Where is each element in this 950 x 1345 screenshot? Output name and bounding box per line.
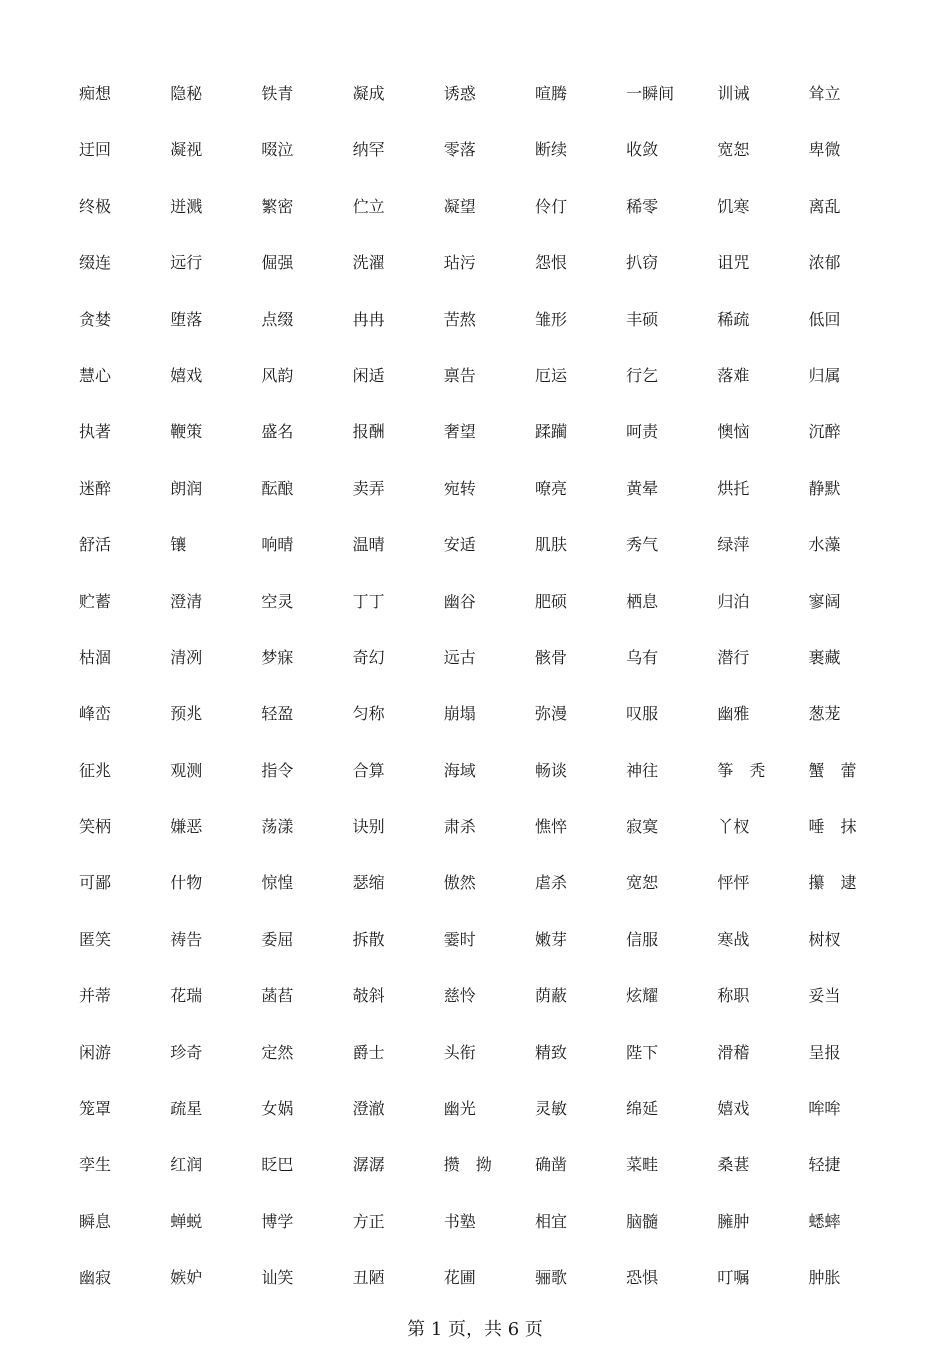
- word-cell: 痴想: [79, 84, 112, 103]
- word-cell: 轻盈: [261, 704, 294, 724]
- word-cell: 缀连: [79, 253, 112, 273]
- word-cell: 肃杀: [443, 817, 476, 837]
- word-cell: 空灵: [261, 591, 294, 611]
- word-cell: 征兆: [79, 760, 112, 780]
- word-cell: 凝望: [443, 196, 476, 216]
- word-cell: 嫩芽: [534, 929, 567, 949]
- word-cell: 断续: [534, 140, 567, 160]
- word-cell: 寥阔: [808, 591, 841, 611]
- word-cell: 丑陋: [352, 1268, 385, 1288]
- word-cell: 诱惑: [443, 84, 476, 103]
- word-cell: 神往: [626, 760, 659, 780]
- word-cell: 堕落: [170, 309, 203, 329]
- word-cell: 轻捷: [808, 1155, 841, 1175]
- word-cell: 一瞬间: [626, 84, 675, 103]
- word-cell: 秀气: [626, 535, 659, 555]
- word-cell: 奇幻: [352, 647, 385, 667]
- word-cell: 灵敏: [534, 1099, 567, 1119]
- word-cell: 嫌恶: [170, 817, 203, 837]
- word-cell: 响晴: [261, 535, 294, 555]
- word-cell: 葱茏: [808, 704, 841, 724]
- word-cell: 盛名: [261, 422, 294, 442]
- word-cell: 叹服: [626, 704, 659, 724]
- word-row: [79, 310, 919, 366]
- word-cell: 耸立: [808, 84, 841, 103]
- word-cell: 炫耀: [626, 986, 659, 1006]
- word-cell: 菡萏: [261, 986, 294, 1006]
- word-cell: 离乱: [808, 196, 841, 216]
- word-cell: 风韵: [261, 365, 294, 385]
- word-cell: 预兆: [170, 704, 203, 724]
- word-cell: 并蒂: [79, 986, 112, 1006]
- word-cell: 远古: [443, 647, 476, 667]
- word-cell: 慈怜: [443, 986, 476, 1006]
- word-cell: 滑稽: [717, 1042, 750, 1062]
- word-cell: 执著: [79, 422, 112, 442]
- word-cell: 闲游: [79, 1042, 112, 1062]
- word-cell: 寂寞: [626, 817, 659, 837]
- word-cell: 潺潺: [352, 1155, 385, 1175]
- word-cell: 喧腾: [534, 84, 567, 103]
- word-cell: 凝成: [352, 84, 385, 103]
- word-cell: 梦寐: [261, 647, 294, 667]
- word-cell: 低回: [808, 309, 841, 329]
- word-row: [79, 704, 919, 760]
- word-row: [79, 1268, 919, 1324]
- word-cell: 惊惶: [261, 873, 294, 893]
- word-cell: 头衔: [443, 1042, 476, 1062]
- word-cell: 怦怦: [717, 873, 750, 893]
- word-cell: 女娲: [261, 1099, 294, 1119]
- word-cell: 相宜: [534, 1211, 567, 1231]
- word-cell: 潜行: [717, 647, 750, 667]
- word-cell: 书塾: [443, 1211, 476, 1231]
- word-row: [79, 592, 919, 648]
- word-cell: 黄晕: [626, 478, 659, 498]
- word-cell: 隐秘: [170, 84, 203, 103]
- word-cell: 蝉蜕: [170, 1211, 203, 1231]
- word-cell: 奢望: [443, 422, 476, 442]
- word-cell: 扒窃: [626, 253, 659, 273]
- word-cell: 绿萍: [717, 535, 750, 555]
- word-cell: 丰硕: [626, 309, 659, 329]
- word-row: [79, 648, 919, 704]
- word-cell: 终极: [79, 196, 112, 216]
- word-cell: 笑柄: [79, 817, 112, 837]
- word-cell: 凝视: [170, 140, 203, 160]
- word-row: [79, 140, 919, 196]
- word-cell: 诀别: [352, 817, 385, 837]
- word-cell: 慧心: [79, 365, 112, 385]
- word-cell: 朗润: [170, 478, 203, 498]
- word-cell: 训诫: [717, 84, 750, 103]
- word-cell: 零落: [443, 140, 476, 160]
- word-cell: 蹂躏: [534, 422, 567, 442]
- word-cell: 幽谷: [443, 591, 476, 611]
- word-cell: 哞哞: [808, 1099, 841, 1119]
- word-cell: 纳罕: [352, 140, 385, 160]
- word-cell: 落难: [717, 365, 750, 385]
- word-cell: 攒 拗: [443, 1155, 492, 1175]
- word-row: [79, 422, 919, 478]
- word-cell: 归属: [808, 365, 841, 385]
- word-cell: 禀告: [443, 365, 476, 385]
- word-row: [79, 1099, 919, 1155]
- word-cell: 祷告: [170, 929, 203, 949]
- word-cell: 冉冉: [352, 309, 385, 329]
- word-cell: 合算: [352, 760, 385, 780]
- word-cell: 酝酿: [261, 478, 294, 498]
- word-cell: 乌有: [626, 647, 659, 667]
- word-cell: 讪笑: [261, 1268, 294, 1288]
- word-cell: 攲斜: [352, 986, 385, 1006]
- word-cell: 闲适: [352, 365, 385, 385]
- word-cell: 贪婪: [79, 309, 112, 329]
- word-cell: 花瑞: [170, 986, 203, 1006]
- word-cell: 裹藏: [808, 647, 841, 667]
- word-cell: 树杈: [808, 929, 841, 949]
- word-cell: 崩塌: [443, 704, 476, 724]
- word-cell: 眨巴: [261, 1155, 294, 1175]
- word-cell: 傲然: [443, 873, 476, 893]
- word-cell: 绵延: [626, 1099, 659, 1119]
- word-row: [79, 84, 919, 140]
- word-cell: 匿笑: [79, 929, 112, 949]
- word-cell: 宛转: [443, 478, 476, 498]
- word-cell: 臃肿: [717, 1211, 750, 1231]
- word-cell: 枯涸: [79, 647, 112, 667]
- word-row: [79, 1043, 919, 1099]
- word-cell: 舒活: [79, 535, 112, 555]
- word-cell: 呈报: [808, 1042, 841, 1062]
- word-cell: 归泊: [717, 591, 750, 611]
- word-cell: 蟹 蕾: [808, 760, 857, 780]
- word-cell: 花圃: [443, 1268, 476, 1288]
- word-cell: 宽恕: [626, 873, 659, 893]
- word-cell: 厄运: [534, 365, 567, 385]
- word-cell: 寒战: [717, 929, 750, 949]
- word-cell: 丁丁: [352, 591, 385, 611]
- word-cell: 拆散: [352, 929, 385, 949]
- word-cell: 唾 抹: [808, 817, 857, 837]
- word-cell: 恐惧: [626, 1268, 659, 1288]
- word-cell: 烘托: [717, 478, 750, 498]
- word-cell: 观测: [170, 760, 203, 780]
- word-cell: 鞭策: [170, 422, 203, 442]
- word-cell: 虐杀: [534, 873, 567, 893]
- word-cell: 丫杈: [717, 817, 750, 837]
- word-row: [79, 1212, 919, 1268]
- word-cell: 骸骨: [534, 647, 567, 667]
- word-cell: 筝 秃: [717, 760, 766, 780]
- word-cell: 脑髓: [626, 1211, 659, 1231]
- word-cell: 懊恼: [717, 422, 750, 442]
- word-cell: 水藻: [808, 535, 841, 555]
- word-cell: 博学: [261, 1211, 294, 1231]
- word-cell: 骊歌: [534, 1268, 567, 1288]
- word-row: [79, 535, 919, 591]
- word-cell: 卖弄: [352, 478, 385, 498]
- word-cell: 红润: [170, 1155, 203, 1175]
- word-cell: 肌肤: [534, 535, 567, 555]
- word-cell: 蟋蟀: [808, 1211, 841, 1231]
- word-cell: 孪生: [79, 1155, 112, 1175]
- word-cell: 安适: [443, 535, 476, 555]
- word-row: [79, 817, 919, 873]
- word-row: [79, 930, 919, 986]
- word-cell: 肿胀: [808, 1268, 841, 1288]
- word-cell: 定然: [261, 1042, 294, 1062]
- word-cell: 笼罩: [79, 1099, 112, 1119]
- word-cell: 嫉妒: [170, 1268, 203, 1288]
- word-cell: 迷醉: [79, 478, 112, 498]
- word-cell: 铁青: [261, 84, 294, 103]
- word-cell: 憔悴: [534, 817, 567, 837]
- word-cell: 栖息: [626, 591, 659, 611]
- word-cell: 苦熬: [443, 309, 476, 329]
- word-cell: 幽寂: [79, 1268, 112, 1288]
- word-row: [79, 197, 919, 253]
- word-cell: 妥当: [808, 986, 841, 1006]
- word-cell: 报酬: [352, 422, 385, 442]
- word-cell: 镶: [170, 535, 187, 555]
- word-row: [79, 253, 919, 309]
- word-cell: 嘹亮: [534, 478, 567, 498]
- word-cell: 伶仃: [534, 196, 567, 216]
- word-cell: 静默: [808, 478, 841, 498]
- word-cell: 收敛: [626, 140, 659, 160]
- word-row: [79, 1155, 919, 1211]
- word-cell: 远行: [170, 253, 203, 273]
- word-cell: 匀称: [352, 704, 385, 724]
- word-cell: 点缀: [261, 309, 294, 329]
- word-cell: 峰峦: [79, 704, 112, 724]
- word-cell: 浓郁: [808, 253, 841, 273]
- word-cell: 稀疏: [717, 309, 750, 329]
- word-row: [79, 366, 919, 422]
- word-cell: 稀零: [626, 196, 659, 216]
- word-cell: 倔强: [261, 253, 294, 273]
- word-cell: 怨恨: [534, 253, 567, 273]
- word-grid: [79, 84, 919, 1325]
- word-cell: 沉醉: [808, 422, 841, 442]
- word-cell: 肥硕: [534, 591, 567, 611]
- word-cell: 迸溅: [170, 196, 203, 216]
- word-cell: 陛下: [626, 1042, 659, 1062]
- page-footer: 第 1 页，共 6 页: [407, 1319, 543, 1340]
- word-row: [79, 986, 919, 1042]
- word-cell: 饥寒: [717, 196, 750, 216]
- word-cell: 嬉戏: [717, 1099, 750, 1119]
- word-cell: 幽雅: [717, 704, 750, 724]
- word-cell: 啜泣: [261, 140, 294, 160]
- word-cell: 荫蔽: [534, 986, 567, 1006]
- word-cell: 委屈: [261, 929, 294, 949]
- word-cell: 清冽: [170, 647, 203, 667]
- word-cell: 澄清: [170, 591, 203, 611]
- word-cell: 澄澈: [352, 1099, 385, 1119]
- word-row: [79, 761, 919, 817]
- word-cell: 洗濯: [352, 253, 385, 273]
- word-cell: 叮嘱: [717, 1268, 750, 1288]
- word-cell: 玷污: [443, 253, 476, 273]
- word-cell: 幽光: [443, 1099, 476, 1119]
- word-cell: 攥 逮: [808, 873, 857, 893]
- word-cell: 嬉戏: [170, 365, 203, 385]
- word-cell: 弥漫: [534, 704, 567, 724]
- word-cell: 伫立: [352, 196, 385, 216]
- word-cell: 瞬息: [79, 1211, 112, 1231]
- word-cell: 诅咒: [717, 253, 750, 273]
- word-cell: 指令: [261, 760, 294, 780]
- word-cell: 确凿: [534, 1155, 567, 1175]
- word-cell: 呵责: [626, 422, 659, 442]
- word-cell: 海域: [443, 760, 476, 780]
- word-cell: 迂回: [79, 140, 112, 160]
- word-cell: 疏星: [170, 1099, 203, 1119]
- word-cell: 桑葚: [717, 1155, 750, 1175]
- word-cell: 贮蓄: [79, 591, 112, 611]
- word-cell: 菜畦: [626, 1155, 659, 1175]
- word-cell: 温晴: [352, 535, 385, 555]
- word-cell: 宽恕: [717, 140, 750, 160]
- word-cell: 精致: [534, 1042, 567, 1062]
- word-cell: 雏形: [534, 309, 567, 329]
- word-cell: 可鄙: [79, 873, 112, 893]
- word-cell: 方正: [352, 1211, 385, 1231]
- word-cell: 行乞: [626, 365, 659, 385]
- word-cell: 什物: [170, 873, 203, 893]
- word-cell: 称职: [717, 986, 750, 1006]
- word-cell: 爵士: [352, 1042, 385, 1062]
- word-cell: 畅谈: [534, 760, 567, 780]
- word-cell: 卑微: [808, 140, 841, 160]
- word-cell: 霎时: [443, 929, 476, 949]
- word-row: [79, 479, 919, 535]
- word-cell: 荡漾: [261, 817, 294, 837]
- word-cell: 繁密: [261, 196, 294, 216]
- word-cell: 信服: [626, 929, 659, 949]
- word-cell: 珍奇: [170, 1042, 203, 1062]
- word-cell: 瑟缩: [352, 873, 385, 893]
- word-row: [79, 873, 919, 929]
